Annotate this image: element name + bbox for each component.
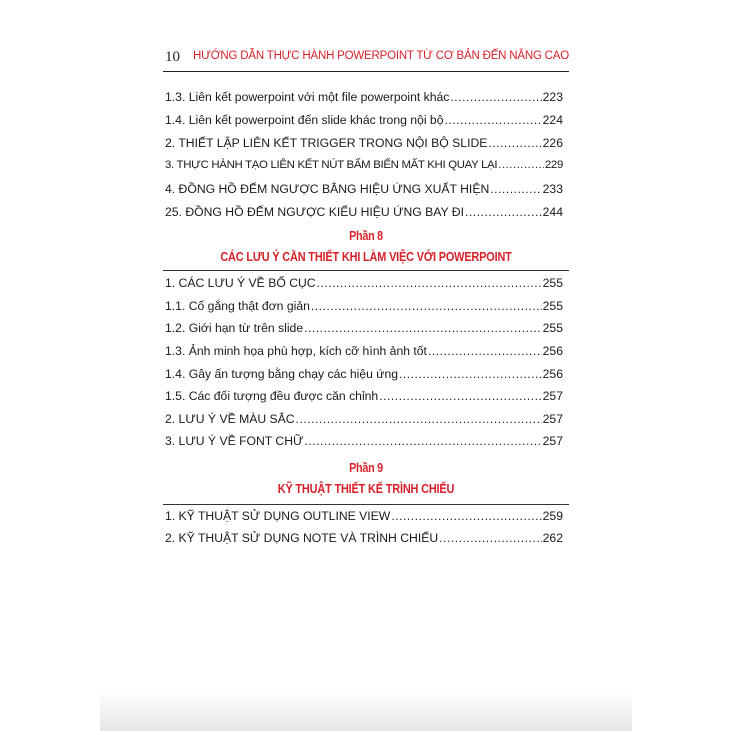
page-shadow	[100, 690, 632, 731]
toc-entry-label: 1.4. Gây ấn tượng bằng chạy các hiệu ứng	[165, 367, 398, 381]
toc-entry[interactable]	[165, 182, 563, 200]
book-page	[100, 0, 632, 731]
leader-dots	[465, 205, 542, 219]
toc-entry[interactable]	[165, 531, 563, 549]
leader-dots	[498, 159, 544, 171]
toc-entry-page: 257	[542, 434, 563, 448]
leader-dots	[399, 367, 542, 381]
section-separator	[163, 270, 569, 271]
part-8-heading: Phần 8	[349, 229, 383, 243]
toc-entry[interactable]	[165, 509, 563, 527]
part-9-heading: Phần 9	[349, 461, 383, 475]
toc-entry-label: 1. CÁC LƯU Ý VỀ BỐ CỤC	[165, 276, 316, 290]
toc-entry-page: 226	[542, 136, 563, 150]
toc-entry[interactable]	[165, 367, 563, 385]
toc-entry-page: 224	[542, 113, 563, 127]
toc-entry[interactable]	[165, 113, 563, 131]
header-rule	[163, 71, 569, 72]
toc-entry-page: 233	[542, 182, 563, 196]
toc-entry-page: 259	[542, 509, 563, 523]
leader-dots	[450, 90, 541, 104]
toc-entry[interactable]	[165, 412, 563, 430]
toc-entry[interactable]	[165, 136, 563, 154]
toc-entry[interactable]	[165, 344, 563, 362]
part-9-title: KỸ THUẬT THIẾT KẾ TRÌNH CHIẾU	[277, 481, 455, 496]
toc-entry-page: 223	[542, 90, 563, 104]
toc-entry-page: 262	[542, 531, 563, 545]
leader-dots	[439, 531, 541, 545]
toc-entry-label: 3. THỰC HÀNH TẠO LIÊN KẾT NÚT BẤM BIẾN MẤT KHI QUAY LẠI	[165, 159, 498, 171]
toc-entry-page: 256	[542, 367, 563, 381]
toc-entry-page: 257	[542, 412, 563, 426]
leader-dots	[304, 434, 541, 448]
toc-entry-label: 4. ĐỒNG HỒ ĐẾM NGƯỢC BẰNG HIỆU ỨNG XUẤT HIỆN	[165, 182, 490, 196]
leader-dots	[488, 136, 541, 150]
toc-entry-page: 255	[542, 321, 563, 335]
toc-entry-label: 2. KỸ THUẬT SỬ DỤNG NOTE VÀ TRÌNH CHIẾU	[165, 531, 439, 545]
toc-entry[interactable]	[165, 276, 563, 294]
toc-entry-label: 1.1. Cố gắng thật đơn giản	[165, 299, 310, 313]
section-separator	[163, 504, 569, 505]
leader-dots	[317, 276, 542, 290]
toc-entry-label: 1.4. Liên kết powerpoint đến slide khác trong nội bộ	[165, 113, 444, 127]
leader-dots	[391, 509, 541, 523]
toc-entry[interactable]	[165, 159, 563, 177]
toc-entry[interactable]	[165, 321, 563, 339]
toc-entry-page: 229	[544, 159, 563, 171]
toc-entry-label: 25. ĐỒNG HỒ ĐẾM NGƯỢC KIỂU HIỆU ỨNG BAY ĐI	[165, 205, 464, 219]
toc-entry-label: 1. KỸ THUẬT SỬ DỤNG OUTLINE VIEW	[165, 509, 391, 523]
toc-entry-label: 1.3. Liên kết powerpoint với một file powerpoint khác	[165, 90, 450, 104]
leader-dots	[311, 299, 542, 313]
toc-entry[interactable]	[165, 205, 563, 223]
toc-entry-page: 256	[542, 344, 563, 358]
toc-entry[interactable]	[165, 299, 563, 317]
toc-entry-page: 244	[542, 205, 563, 219]
leader-dots	[296, 412, 542, 426]
toc-entry-page: 255	[542, 299, 563, 313]
running-title: HƯỚNG DẪN THỰC HÀNH POWERPOINT TỪ CƠ BẢN ĐẾN NÂNG CAO	[193, 50, 569, 62]
toc-entry-label: 1.3. Ảnh minh họa phù hợp, kích cỡ hình ảnh tốt	[165, 344, 427, 358]
toc-entry-page: 257	[542, 389, 563, 403]
leader-dots	[304, 321, 542, 335]
toc-entry-label: 2. LƯU Ý VỀ MÀU SẮC	[165, 412, 295, 426]
running-header	[163, 48, 569, 70]
leader-dots	[428, 344, 542, 358]
page-number: 10	[165, 49, 180, 65]
toc-entry[interactable]	[165, 389, 563, 407]
toc-entry-label: 1.2. Giới hạn từ trên slide	[165, 321, 304, 335]
leader-dots	[490, 182, 541, 196]
toc-entry-label: 2. THIẾT LẬP LIÊN KẾT TRIGGER TRONG NỘI BỘ SLIDE	[165, 136, 488, 150]
toc-entry-label: 3. LƯU Ý VỀ FONT CHỮ	[165, 434, 304, 448]
toc-entry-label: 1.5. Các đối tượng đều được căn chỉnh	[165, 389, 379, 403]
part-8-title: CÁC LƯU Ý CẦN THIẾT KHI LÀM VIỆC VỚI POWERPOINT	[220, 249, 512, 264]
toc-entry[interactable]	[165, 434, 563, 452]
toc-entry[interactable]	[165, 90, 563, 108]
toc-entry-page: 255	[542, 276, 563, 290]
leader-dots	[379, 389, 541, 403]
leader-dots	[444, 113, 541, 127]
